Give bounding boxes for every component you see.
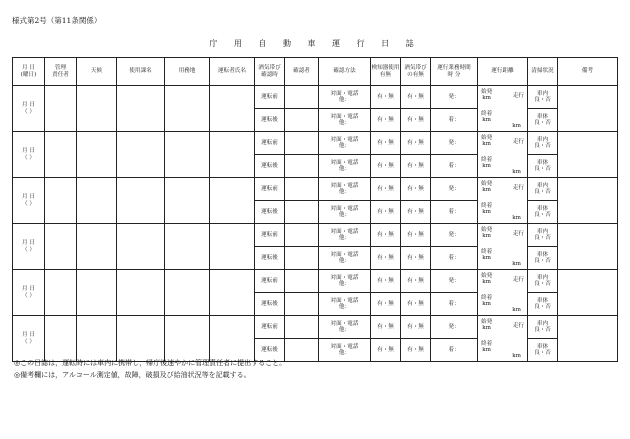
- method-cell[interactable]: [319, 270, 371, 293]
- yes-no-text: 有・無: [377, 185, 394, 192]
- yes-no-text: 有・無: [377, 162, 394, 169]
- date-paren: （ ）: [22, 246, 35, 253]
- remarks-cell[interactable]: [558, 224, 618, 270]
- detector-cell[interactable]: [371, 86, 401, 109]
- detector-cell[interactable]: [371, 178, 401, 201]
- method-text: 対面・電話 他：: [330, 297, 359, 310]
- yes-no-text: 有・無: [377, 231, 394, 238]
- method-text: 対面・電話 他：: [330, 182, 359, 195]
- start-time-text: 発：: [448, 231, 460, 238]
- date-cell[interactable]: [13, 86, 45, 132]
- header-driver: 運転者氏名: [210, 58, 255, 86]
- yes-no-text: 有・無: [407, 300, 424, 307]
- destination-cell[interactable]: [165, 316, 210, 362]
- alcohol-cell[interactable]: [401, 247, 431, 270]
- detector-cell[interactable]: [371, 247, 401, 270]
- detector-cell[interactable]: [371, 224, 401, 247]
- end-time-cell[interactable]: [431, 201, 478, 224]
- confirmer-cell[interactable]: [285, 178, 319, 201]
- vehicle-log-table: [12, 57, 618, 362]
- driving-text: 走行: [512, 138, 524, 145]
- cleaning-inside-cell[interactable]: [528, 132, 558, 155]
- table-row: [13, 178, 618, 201]
- km-unit-text: km: [512, 261, 521, 268]
- end-time-cell[interactable]: [431, 109, 478, 132]
- start-time-cell[interactable]: [431, 270, 478, 293]
- yes-no-text: 有・無: [407, 277, 424, 284]
- header-operation-time: 運行業務時間 時 分: [431, 58, 478, 86]
- start-time-cell[interactable]: [431, 86, 478, 109]
- car-body-text: 車体 良・否: [534, 159, 551, 172]
- manager-cell[interactable]: [45, 316, 77, 362]
- alcohol-cell[interactable]: [401, 339, 431, 362]
- start-time-text: 発：: [448, 277, 460, 284]
- yes-no-text: 有・無: [407, 254, 424, 261]
- yes-no-text: 有・無: [377, 323, 394, 330]
- method-text: 対面・電話 他：: [330, 320, 359, 333]
- method-text: 対面・電話 他：: [330, 113, 359, 126]
- km-unit-text: km: [512, 169, 521, 176]
- destination-cell[interactable]: [165, 270, 210, 316]
- after-label-text: 運転後: [261, 346, 278, 353]
- before-label-text: 運転前: [261, 139, 278, 146]
- weather-cell[interactable]: [77, 86, 117, 132]
- weather-cell[interactable]: [77, 178, 117, 224]
- weather-cell[interactable]: [77, 132, 117, 178]
- remarks-cell[interactable]: [558, 178, 618, 224]
- confirmer-cell[interactable]: [285, 224, 319, 247]
- before-label: [255, 224, 285, 247]
- alcohol-cell[interactable]: [401, 316, 431, 339]
- confirmer-cell[interactable]: [285, 201, 319, 224]
- header-manager: 管理 責任者: [45, 58, 77, 86]
- start-km-text: 始発 km: [481, 272, 493, 285]
- yes-no-text: 有・無: [377, 93, 394, 100]
- weather-cell[interactable]: [77, 224, 117, 270]
- purpose-cell[interactable]: [117, 270, 165, 316]
- purpose-cell[interactable]: [117, 316, 165, 362]
- after-label: [255, 293, 285, 316]
- method-cell[interactable]: [319, 155, 371, 178]
- header-confirmer: 確認者: [285, 58, 319, 86]
- yes-no-text: 有・無: [407, 231, 424, 238]
- detector-cell[interactable]: [371, 316, 401, 339]
- before-label: [255, 178, 285, 201]
- method-text: 対面・電話 他：: [330, 159, 359, 172]
- end-time-text: 着：: [448, 346, 460, 353]
- header-method: 確認方法: [319, 58, 371, 86]
- detector-cell[interactable]: [371, 155, 401, 178]
- destination-cell[interactable]: [165, 86, 210, 132]
- yes-no-text: 有・無: [377, 300, 394, 307]
- date-paren: （ ）: [22, 292, 35, 299]
- driver-cell[interactable]: [210, 316, 255, 362]
- method-cell[interactable]: [319, 316, 371, 339]
- after-label-text: 運転後: [261, 254, 278, 261]
- start-time-text: 発：: [448, 93, 460, 100]
- after-label: [255, 247, 285, 270]
- method-text: 対面・電話 他：: [330, 251, 359, 264]
- method-text: 対面・電話 他：: [330, 205, 359, 218]
- cleaning-inside-cell[interactable]: [528, 224, 558, 247]
- confirmer-cell[interactable]: [285, 316, 319, 339]
- start-time-text: 発：: [448, 185, 460, 192]
- alcohol-cell[interactable]: [401, 201, 431, 224]
- purpose-cell[interactable]: [117, 224, 165, 270]
- header-alcohol-status: 酒気帯び の有無: [401, 58, 431, 86]
- car-inside-text: 車内 良・否: [534, 90, 551, 103]
- car-body-text: 車体 良・否: [534, 251, 551, 264]
- header-destination: 用務地: [165, 58, 210, 86]
- car-inside-text: 車内 良・否: [534, 182, 551, 195]
- alcohol-cell[interactable]: [401, 86, 431, 109]
- start-km-text: 始発 km: [481, 134, 493, 147]
- after-label: [255, 155, 285, 178]
- header-cleaning: 清掃状況: [528, 58, 558, 86]
- method-cell[interactable]: [319, 247, 371, 270]
- note-2: ◎備考欄には，アルコール測定値，故障，破損及び給油状況等を記載する。: [14, 371, 251, 379]
- table-row: [13, 132, 618, 155]
- car-inside-text: 車内 良・否: [534, 228, 551, 241]
- alcohol-cell[interactable]: [401, 109, 431, 132]
- end-time-text: 着：: [448, 116, 460, 123]
- method-cell[interactable]: [319, 201, 371, 224]
- start-time-text: 発：: [448, 323, 460, 330]
- page-title: 庁 用 自 動 車 運 行 日 誌: [209, 39, 421, 48]
- remarks-cell[interactable]: [558, 86, 618, 132]
- date-text: 月 日: [22, 286, 35, 293]
- date-paren: （ ）: [22, 338, 35, 345]
- end-time-cell[interactable]: [431, 339, 478, 362]
- date-text: 月 日: [22, 194, 35, 201]
- cleaning-body-cell[interactable]: [528, 293, 558, 316]
- detector-cell[interactable]: [371, 339, 401, 362]
- yes-no-text: 有・無: [407, 162, 424, 169]
- manager-cell[interactable]: [45, 224, 77, 270]
- before-label-text: 運転前: [261, 231, 278, 238]
- confirmer-cell[interactable]: [285, 270, 319, 293]
- cleaning-inside-cell[interactable]: [528, 270, 558, 293]
- car-inside-text: 車内 良・否: [534, 320, 551, 333]
- end-time-text: 着：: [448, 162, 460, 169]
- distance-cell[interactable]: [478, 86, 528, 132]
- date-text: 月 日: [22, 332, 35, 339]
- end-km-text: 終着 km: [481, 110, 493, 123]
- start-km-text: 始発 km: [481, 318, 493, 331]
- yes-no-text: 有・無: [407, 208, 424, 215]
- confirmer-cell[interactable]: [285, 109, 319, 132]
- end-time-text: 着：: [448, 254, 460, 261]
- confirmer-cell[interactable]: [285, 155, 319, 178]
- method-cell[interactable]: [319, 293, 371, 316]
- method-text: 対面・電話 他：: [330, 343, 359, 356]
- confirmer-cell[interactable]: [285, 247, 319, 270]
- weather-cell[interactable]: [77, 270, 117, 316]
- yes-no-text: 有・無: [377, 139, 394, 146]
- yes-no-text: 有・無: [407, 346, 424, 353]
- date-cell[interactable]: [13, 178, 45, 224]
- header-detector: 検知器使用 有無: [371, 58, 401, 86]
- yes-no-text: 有・無: [377, 277, 394, 284]
- confirmer-cell[interactable]: [285, 132, 319, 155]
- method-text: 対面・電話 他：: [330, 90, 359, 103]
- alcohol-cell[interactable]: [401, 270, 431, 293]
- manager-cell[interactable]: [45, 86, 77, 132]
- before-label-text: 運転前: [261, 277, 278, 284]
- date-text: 月 日: [22, 148, 35, 155]
- start-km-text: 始発 km: [481, 226, 493, 239]
- table-row: [13, 86, 618, 109]
- end-time-cell[interactable]: [431, 155, 478, 178]
- distance-cell[interactable]: [478, 316, 528, 362]
- alcohol-cell[interactable]: [401, 132, 431, 155]
- end-time-text: 着：: [448, 208, 460, 215]
- date-text: 月 日: [22, 240, 35, 247]
- driving-text: 走行: [512, 92, 524, 99]
- date-paren: （ ）: [22, 154, 35, 161]
- driver-cell[interactable]: [210, 270, 255, 316]
- end-km-text: 終着 km: [481, 248, 493, 261]
- method-text: 対面・電話 他：: [330, 136, 359, 149]
- cleaning-body-cell[interactable]: [528, 247, 558, 270]
- yes-no-text: 有・無: [377, 116, 394, 123]
- confirmer-cell[interactable]: [285, 293, 319, 316]
- header-date: 月 日 (曜日): [13, 58, 45, 86]
- before-label-text: 運転前: [261, 93, 278, 100]
- driving-text: 走行: [512, 230, 524, 237]
- cleaning-inside-cell[interactable]: [528, 316, 558, 339]
- detector-cell[interactable]: [371, 270, 401, 293]
- start-km-text: 始発 km: [481, 180, 493, 193]
- destination-cell[interactable]: [165, 224, 210, 270]
- date-cell[interactable]: [13, 316, 45, 362]
- yes-no-text: 有・無: [377, 254, 394, 261]
- before-label: [255, 316, 285, 339]
- yes-no-text: 有・無: [377, 346, 394, 353]
- method-cell[interactable]: [319, 339, 371, 362]
- km-unit-text: km: [512, 307, 521, 314]
- car-body-text: 車体 良・否: [534, 205, 551, 218]
- note-1: ◎この日誌は，運転時には車内に携帯し，帰庁後速やかに管理責任者に提出すること。: [14, 359, 287, 367]
- method-cell[interactable]: [319, 86, 371, 109]
- driver-cell[interactable]: [210, 132, 255, 178]
- yes-no-text: 有・無: [377, 208, 394, 215]
- driver-cell[interactable]: [210, 178, 255, 224]
- driver-cell[interactable]: [210, 224, 255, 270]
- driver-cell[interactable]: [210, 86, 255, 132]
- yes-no-text: 有・無: [407, 116, 424, 123]
- distance-cell[interactable]: [478, 178, 528, 224]
- confirmer-cell[interactable]: [285, 339, 319, 362]
- header-purpose: 使用課名: [117, 58, 165, 86]
- end-km-text: 終着 km: [481, 340, 493, 353]
- car-inside-text: 車内 良・否: [534, 136, 551, 149]
- yes-no-text: 有・無: [407, 185, 424, 192]
- date-paren: （ ）: [22, 108, 35, 115]
- alcohol-cell[interactable]: [401, 155, 431, 178]
- end-time-cell[interactable]: [431, 247, 478, 270]
- date-cell[interactable]: [13, 224, 45, 270]
- start-time-cell[interactable]: [431, 316, 478, 339]
- purpose-cell[interactable]: [117, 132, 165, 178]
- start-time-cell[interactable]: [431, 132, 478, 155]
- manager-cell[interactable]: [45, 132, 77, 178]
- header-remarks: 備考: [558, 58, 618, 86]
- weather-cell[interactable]: [77, 316, 117, 362]
- before-label: [255, 270, 285, 293]
- km-unit-text: km: [512, 215, 521, 222]
- cleaning-body-cell[interactable]: [528, 201, 558, 224]
- method-cell[interactable]: [319, 109, 371, 132]
- km-unit-text: km: [512, 123, 521, 130]
- table-row: [13, 224, 618, 247]
- method-cell[interactable]: [319, 224, 371, 247]
- before-label: [255, 132, 285, 155]
- cleaning-body-cell[interactable]: [528, 339, 558, 362]
- detector-cell[interactable]: [371, 132, 401, 155]
- end-time-text: 着：: [448, 300, 460, 307]
- driving-text: 走行: [512, 184, 524, 191]
- after-label: [255, 201, 285, 224]
- km-unit-text: km: [512, 353, 521, 360]
- cleaning-body-cell[interactable]: [528, 109, 558, 132]
- start-time-cell[interactable]: [431, 224, 478, 247]
- method-text: 対面・電話 他：: [330, 228, 359, 241]
- header-row: [13, 58, 618, 86]
- remarks-cell[interactable]: [558, 132, 618, 178]
- end-km-text: 終着 km: [481, 202, 493, 215]
- car-body-text: 車体 良・否: [534, 343, 551, 356]
- destination-cell[interactable]: [165, 132, 210, 178]
- before-label-text: 運転前: [261, 185, 278, 192]
- remarks-cell[interactable]: [558, 270, 618, 316]
- detector-cell[interactable]: [371, 201, 401, 224]
- date-cell[interactable]: [13, 270, 45, 316]
- driving-text: 走行: [512, 322, 524, 329]
- date-paren: （ ）: [22, 200, 35, 207]
- header-weather: 天候: [77, 58, 117, 86]
- purpose-cell[interactable]: [117, 178, 165, 224]
- yes-no-text: 有・無: [407, 139, 424, 146]
- method-text: 対面・電話 他：: [330, 274, 359, 287]
- purpose-cell[interactable]: [117, 86, 165, 132]
- driving-text: 走行: [512, 276, 524, 283]
- table-row: [13, 316, 618, 339]
- distance-cell[interactable]: [478, 270, 528, 316]
- car-body-text: 車体 良・否: [534, 113, 551, 126]
- alcohol-cell[interactable]: [401, 224, 431, 247]
- distance-cell[interactable]: [478, 132, 528, 178]
- start-time-text: 発：: [448, 139, 460, 146]
- after-label-text: 運転後: [261, 208, 278, 215]
- after-label: [255, 109, 285, 132]
- cleaning-inside-cell[interactable]: [528, 86, 558, 109]
- car-inside-text: 車内 良・否: [534, 274, 551, 287]
- end-km-text: 終着 km: [481, 156, 493, 169]
- confirmer-cell[interactable]: [285, 86, 319, 109]
- after-label-text: 運転後: [261, 300, 278, 307]
- cleaning-body-cell[interactable]: [528, 155, 558, 178]
- after-label-text: 運転後: [261, 162, 278, 169]
- end-km-text: 終着 km: [481, 294, 493, 307]
- method-cell[interactable]: [319, 178, 371, 201]
- start-time-cell[interactable]: [431, 178, 478, 201]
- header-alcohol-timing: 酒気帯び 確認時: [255, 58, 285, 86]
- remarks-cell[interactable]: [558, 316, 618, 362]
- detector-cell[interactable]: [371, 109, 401, 132]
- table-row: [13, 270, 618, 293]
- destination-cell[interactable]: [165, 178, 210, 224]
- after-label-text: 運転後: [261, 116, 278, 123]
- date-cell[interactable]: [13, 132, 45, 178]
- form-id: 様式第2号（第11条関係）: [12, 16, 102, 25]
- alcohol-cell[interactable]: [401, 178, 431, 201]
- car-body-text: 車体 良・否: [534, 297, 551, 310]
- alcohol-cell[interactable]: [401, 293, 431, 316]
- start-km-text: 始発 km: [481, 88, 493, 101]
- end-time-cell[interactable]: [431, 293, 478, 316]
- manager-cell[interactable]: [45, 270, 77, 316]
- header-distance: 運行距離: [478, 58, 528, 86]
- distance-cell[interactable]: [478, 224, 528, 270]
- before-label: [255, 86, 285, 109]
- detector-cell[interactable]: [371, 293, 401, 316]
- yes-no-text: 有・無: [407, 93, 424, 100]
- method-cell[interactable]: [319, 132, 371, 155]
- before-label-text: 運転前: [261, 323, 278, 330]
- cleaning-inside-cell[interactable]: [528, 178, 558, 201]
- yes-no-text: 有・無: [407, 323, 424, 330]
- date-text: 月 日: [22, 102, 35, 109]
- manager-cell[interactable]: [45, 178, 77, 224]
